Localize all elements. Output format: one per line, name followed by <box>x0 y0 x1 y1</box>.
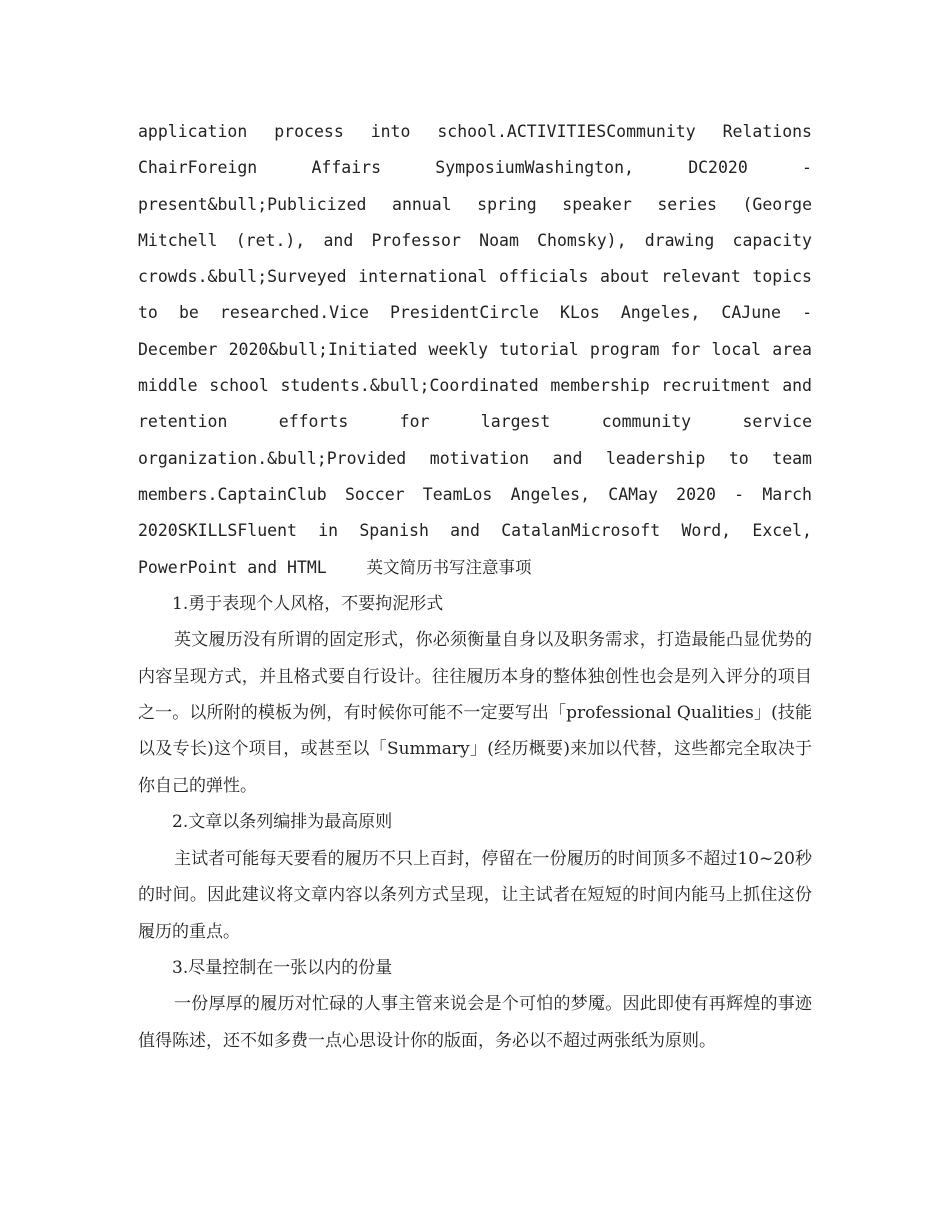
tip-2-body: 主试者可能每天要看的履历不只上百封，停留在一份履历的时间顶多不超过10~20秒的时间。因此建议将文章内容以条列方式呈现，让主试者在短短的时间内能马上抓住这份履历的重点。 <box>138 848 812 942</box>
section-title: 英文简历书写注意事项 <box>366 557 532 577</box>
document-page <box>138 114 812 1059</box>
resume-sample-text <box>138 114 812 586</box>
tip-1-heading: 1.勇于表现个人风格，不要拘泥形式 <box>172 593 444 614</box>
tip-2-heading: 2.文章以条列编排为最高原则 <box>172 812 393 833</box>
tip-3-body: 一份厚厚的履历对忙碌的人事主管来说会是个可怕的梦魇。因此即使有再辉煌的事迹值得陈述，还不如多费一点心思设计你的版面，务必以不超过两张纸为原则。 <box>138 994 812 1051</box>
tip-1-body: 英文履历没有所谓的固定形式，你必须衡量自身以及职务需求，打造最能凸显优势的内容呈现方式，并且格式要自行设计。往往履历本身的整体独创性也会是列入评分的项目之一。以所附的模板为例，有时候你可能不一定要写出「professional Qualities」(技能以及专长)这个项目，或甚至以「Summary」(经历概要)来加以代替，这些都完全取决于你自己的弹性。 <box>138 630 812 796</box>
tip-3-heading: 3.尽量控制在一张以内的份量 <box>172 957 393 978</box>
resume-activities-skills: application process into school.ACTIVITIESCommunity Relations ChairForeign Affairs SymposiumWashington, DC2020 - present&bull;Publicized annual spring speaker series (George Mitchell (ret.), and Professor Noam Chomsky), drawing capacity crowds.&bull;Surveyed international officials about relevant topics to be researched.Vice PresidentCircle KLos Angeles, CAJune - December 2020&bull;Initiated weekly tutorial program for local area middle school students.&bull;Coordinated membership recruitment and retention efforts for largest community service organization.&bull;Provided motivation and leadership to team members.CaptainClub Soccer TeamLos Angeles, CAMay 2020 - March 2020SKILLSFluent in Spanish and CatalanMicrosoft Word, Excel, PowerPoint and HTML <box>138 122 812 577</box>
